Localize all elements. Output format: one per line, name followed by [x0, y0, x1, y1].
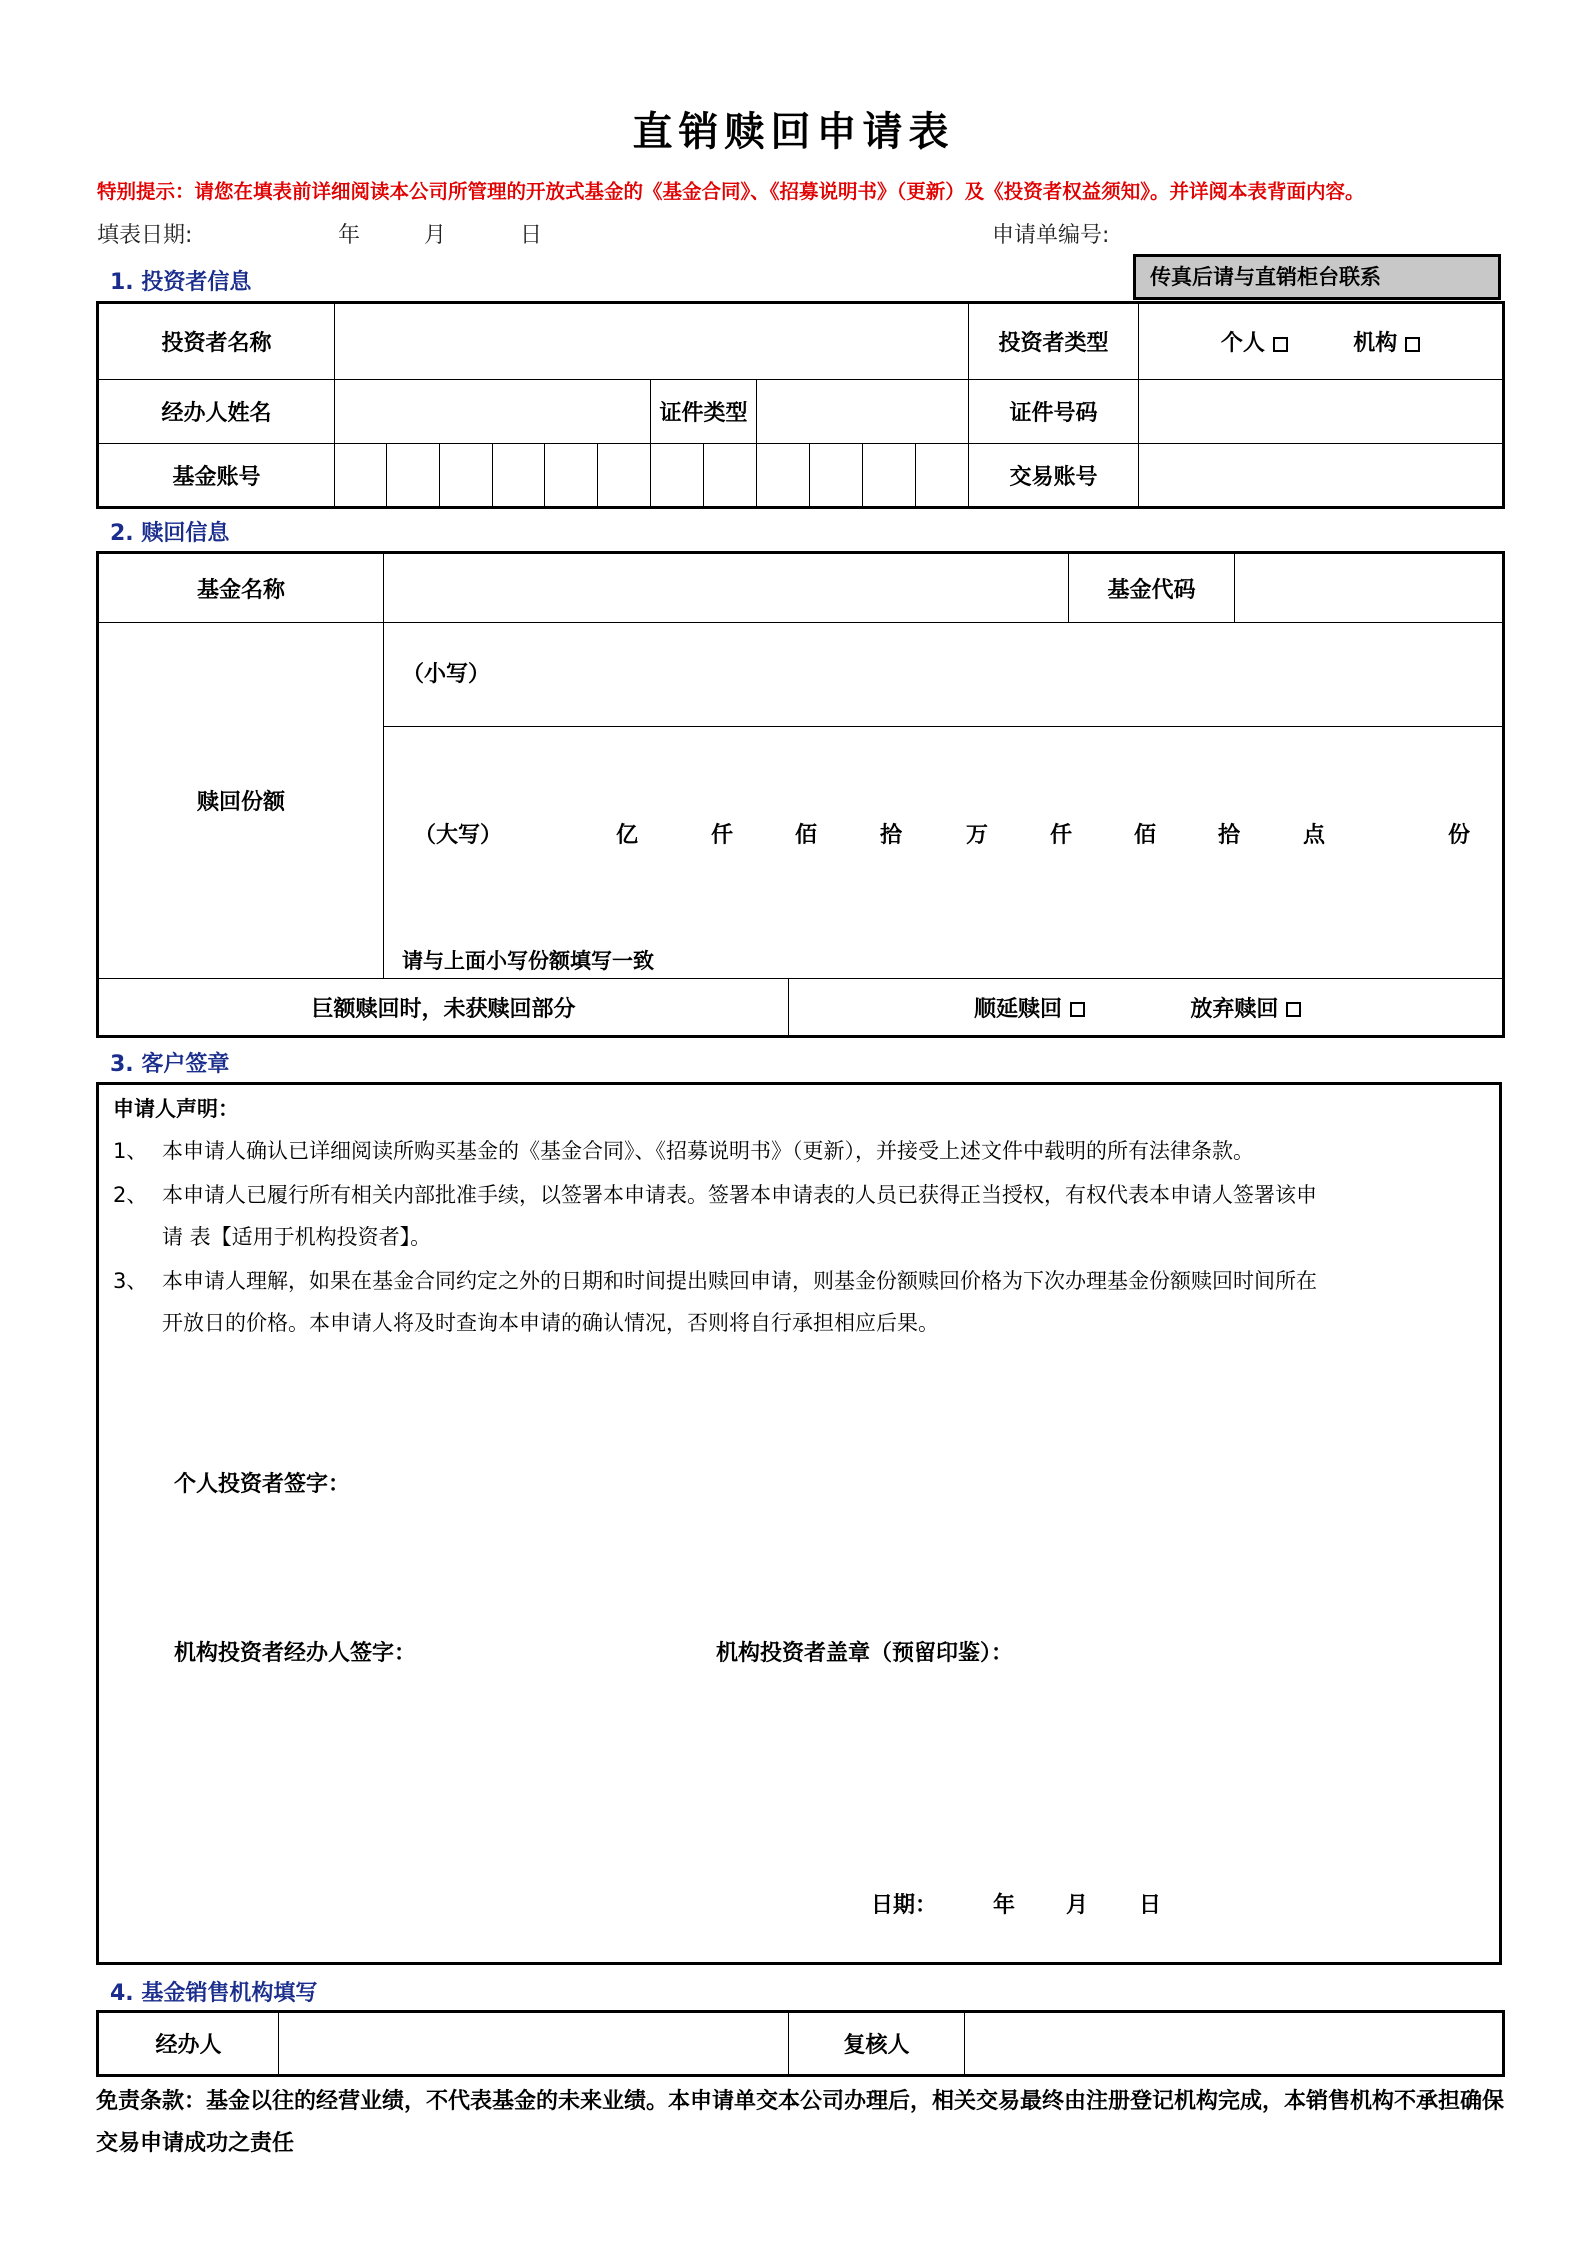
section-3-title: 3. 客户签章 — [110, 1052, 230, 1077]
fund-account-digit[interactable] — [863, 444, 916, 508]
application-number-label: 申请单编号: — [992, 223, 1110, 248]
id-type-field[interactable] — [757, 380, 969, 444]
fund-account-digit[interactable] — [916, 444, 969, 508]
unit-bai: 佰 — [795, 823, 818, 848]
org-seal-label: 机构投资者盖章（预留印鉴）： — [716, 1641, 1014, 1666]
id-number-field[interactable] — [1139, 380, 1504, 444]
page-title: 直销赎回申请表 — [632, 108, 955, 155]
fund-account-digit[interactable] — [598, 444, 651, 508]
fund-account-digit[interactable] — [440, 444, 493, 508]
lowercase-label: （小写） — [402, 662, 491, 687]
redemption-shares-label: 赎回份额 — [98, 623, 384, 979]
unit-yi: 亿 — [616, 823, 639, 848]
fund-account-digit[interactable] — [810, 444, 863, 508]
trade-account-label: 交易账号 — [969, 444, 1139, 508]
signature-date-day: 日 — [1139, 1893, 1162, 1918]
disclaimer: 免责条款：基金以往的经营业绩，不代表基金的未来业绩。本申请单交本公司办理后，相关交易最终由注册登记机构完成，本销售机构不承担确保交易申请成功之责任 — [96, 2089, 1505, 2156]
unit-wan: 万 — [966, 823, 989, 848]
investor-name-label: 投资者名称 — [98, 303, 335, 380]
section-1-title: 1. 投资者信息 — [110, 270, 252, 295]
fax-note: 传真后请与直销柜台联系 — [1133, 254, 1501, 300]
signature-date-year: 年 — [993, 1893, 1016, 1918]
declaration-item-number: 3、 — [113, 1269, 148, 1293]
declaration-item-text: 本申请人理解，如果在基金合同约定之外的日期和时间提出赎回申请，则基金份额赎回价格为下次办理基金份额赎回时间所在 — [162, 1269, 1317, 1293]
investor-info-table — [96, 301, 1505, 509]
shares-lowercase-field[interactable] — [384, 623, 1504, 727]
reviewer-field[interactable] — [965, 2012, 1504, 2076]
fund-name-label: 基金名称 — [98, 553, 384, 623]
fund-name-field[interactable] — [384, 553, 1069, 623]
fund-account-digit[interactable] — [387, 444, 440, 508]
abandon-redemption-label: 放弃赎回 — [1190, 996, 1279, 1022]
large-redemption-label: 巨额赎回时，未获赎回部分 — [98, 979, 789, 1037]
redemption-info-table — [96, 551, 1505, 1038]
declaration-title: 申请人声明： — [113, 1097, 239, 1121]
unit-dian: 点 — [1303, 823, 1326, 848]
type-personal-label: 个人 — [1220, 331, 1265, 356]
id-type-label: 证件类型 — [651, 380, 757, 444]
unit-qian: 仟 — [711, 823, 734, 848]
fund-account-label: 基金账号 — [98, 444, 335, 508]
section-4-title: 4. 基金销售机构填写 — [110, 1981, 318, 2006]
investor-type-label: 投资者类型 — [969, 303, 1139, 380]
declaration-item-text: 开放日的价格。本申请人将及时查询本申请的确认情况，否则将自行承担相应后果。 — [162, 1311, 939, 1335]
fill-date-year: 年 — [338, 223, 361, 248]
customer-signature-box — [96, 1082, 1502, 1965]
signature-date-month: 月 — [1066, 1893, 1089, 1918]
declaration-item-number: 1、 — [113, 1139, 148, 1163]
type-personal-checkbox[interactable] — [1273, 337, 1288, 352]
defer-redemption-label: 顺延赎回 — [974, 996, 1063, 1022]
consistency-note: 请与上面小写份额填写一致 — [402, 949, 654, 973]
unit-qian-2: 仟 — [1050, 823, 1073, 848]
trade-account-field[interactable] — [1139, 444, 1504, 508]
fill-date-month: 月 — [424, 223, 447, 248]
abandon-redemption-checkbox[interactable] — [1286, 1002, 1301, 1017]
reviewer-label: 复核人 — [789, 2012, 965, 2076]
section-2-title: 2. 赎回信息 — [110, 521, 230, 546]
unit-shi-2: 拾 — [1218, 823, 1241, 848]
fund-account-digit[interactable] — [704, 444, 757, 508]
type-org-label: 机构 — [1353, 331, 1398, 356]
fill-date-day: 日 — [520, 223, 543, 248]
agent-name-field[interactable] — [335, 380, 651, 444]
uppercase-label: （大写） — [414, 823, 503, 848]
fund-account-digit[interactable] — [545, 444, 598, 508]
org-agent-signature-label: 机构投资者经办人签字： — [174, 1641, 417, 1666]
fund-account-digit[interactable] — [651, 444, 704, 508]
unit-shi: 拾 — [880, 823, 903, 848]
personal-investor-signature-label: 个人投资者签字： — [174, 1472, 351, 1497]
unit-fen: 份 — [1448, 823, 1471, 848]
type-org-checkbox[interactable] — [1405, 337, 1420, 352]
fund-account-digit[interactable] — [335, 444, 387, 508]
id-number-label: 证件号码 — [969, 380, 1139, 444]
fund-account-digit[interactable] — [493, 444, 545, 508]
investor-name-field[interactable] — [335, 303, 969, 380]
declaration-item-text: 本申请人确认已详细阅读所购买基金的《基金合同》、《招募说明书》（更新），并接受上述文件中载明的所有法律条款。 — [162, 1139, 1254, 1163]
fund-code-label: 基金代码 — [1069, 553, 1235, 623]
handler-field[interactable] — [279, 2012, 789, 2076]
declaration-item-number: 2、 — [113, 1183, 148, 1207]
declaration-item-text: 本申请人已履行所有相关内部批准手续，以签署本申请表。签署本申请表的人员已获得正当授权，有权代表本申请人签署该申 — [162, 1183, 1317, 1207]
unit-bai-2: 佰 — [1134, 823, 1157, 848]
agent-name-label: 经办人姓名 — [98, 380, 335, 444]
fund-code-field[interactable] — [1235, 553, 1504, 623]
investor-type-options — [1139, 303, 1504, 380]
handler-label: 经办人 — [98, 2012, 279, 2076]
declaration-item-text: 请 表【适用于机构投资者】。 — [162, 1225, 432, 1249]
large-redemption-options — [789, 979, 1504, 1037]
fund-account-digit[interactable] — [757, 444, 810, 508]
shares-uppercase-field[interactable] — [384, 727, 1504, 979]
sales-institution-table — [96, 2010, 1505, 2077]
special-notice: 特别提示：请您在填表前详细阅读本公司所管理的开放式基金的《基金合同》、《招募说明书》（更新）及《投资者权益须知》。并详阅本表背面内容。 — [97, 180, 1365, 203]
defer-redemption-checkbox[interactable] — [1070, 1002, 1085, 1017]
signature-date-label: 日期： — [871, 1893, 938, 1918]
fill-date-label: 填表日期: — [97, 223, 193, 248]
